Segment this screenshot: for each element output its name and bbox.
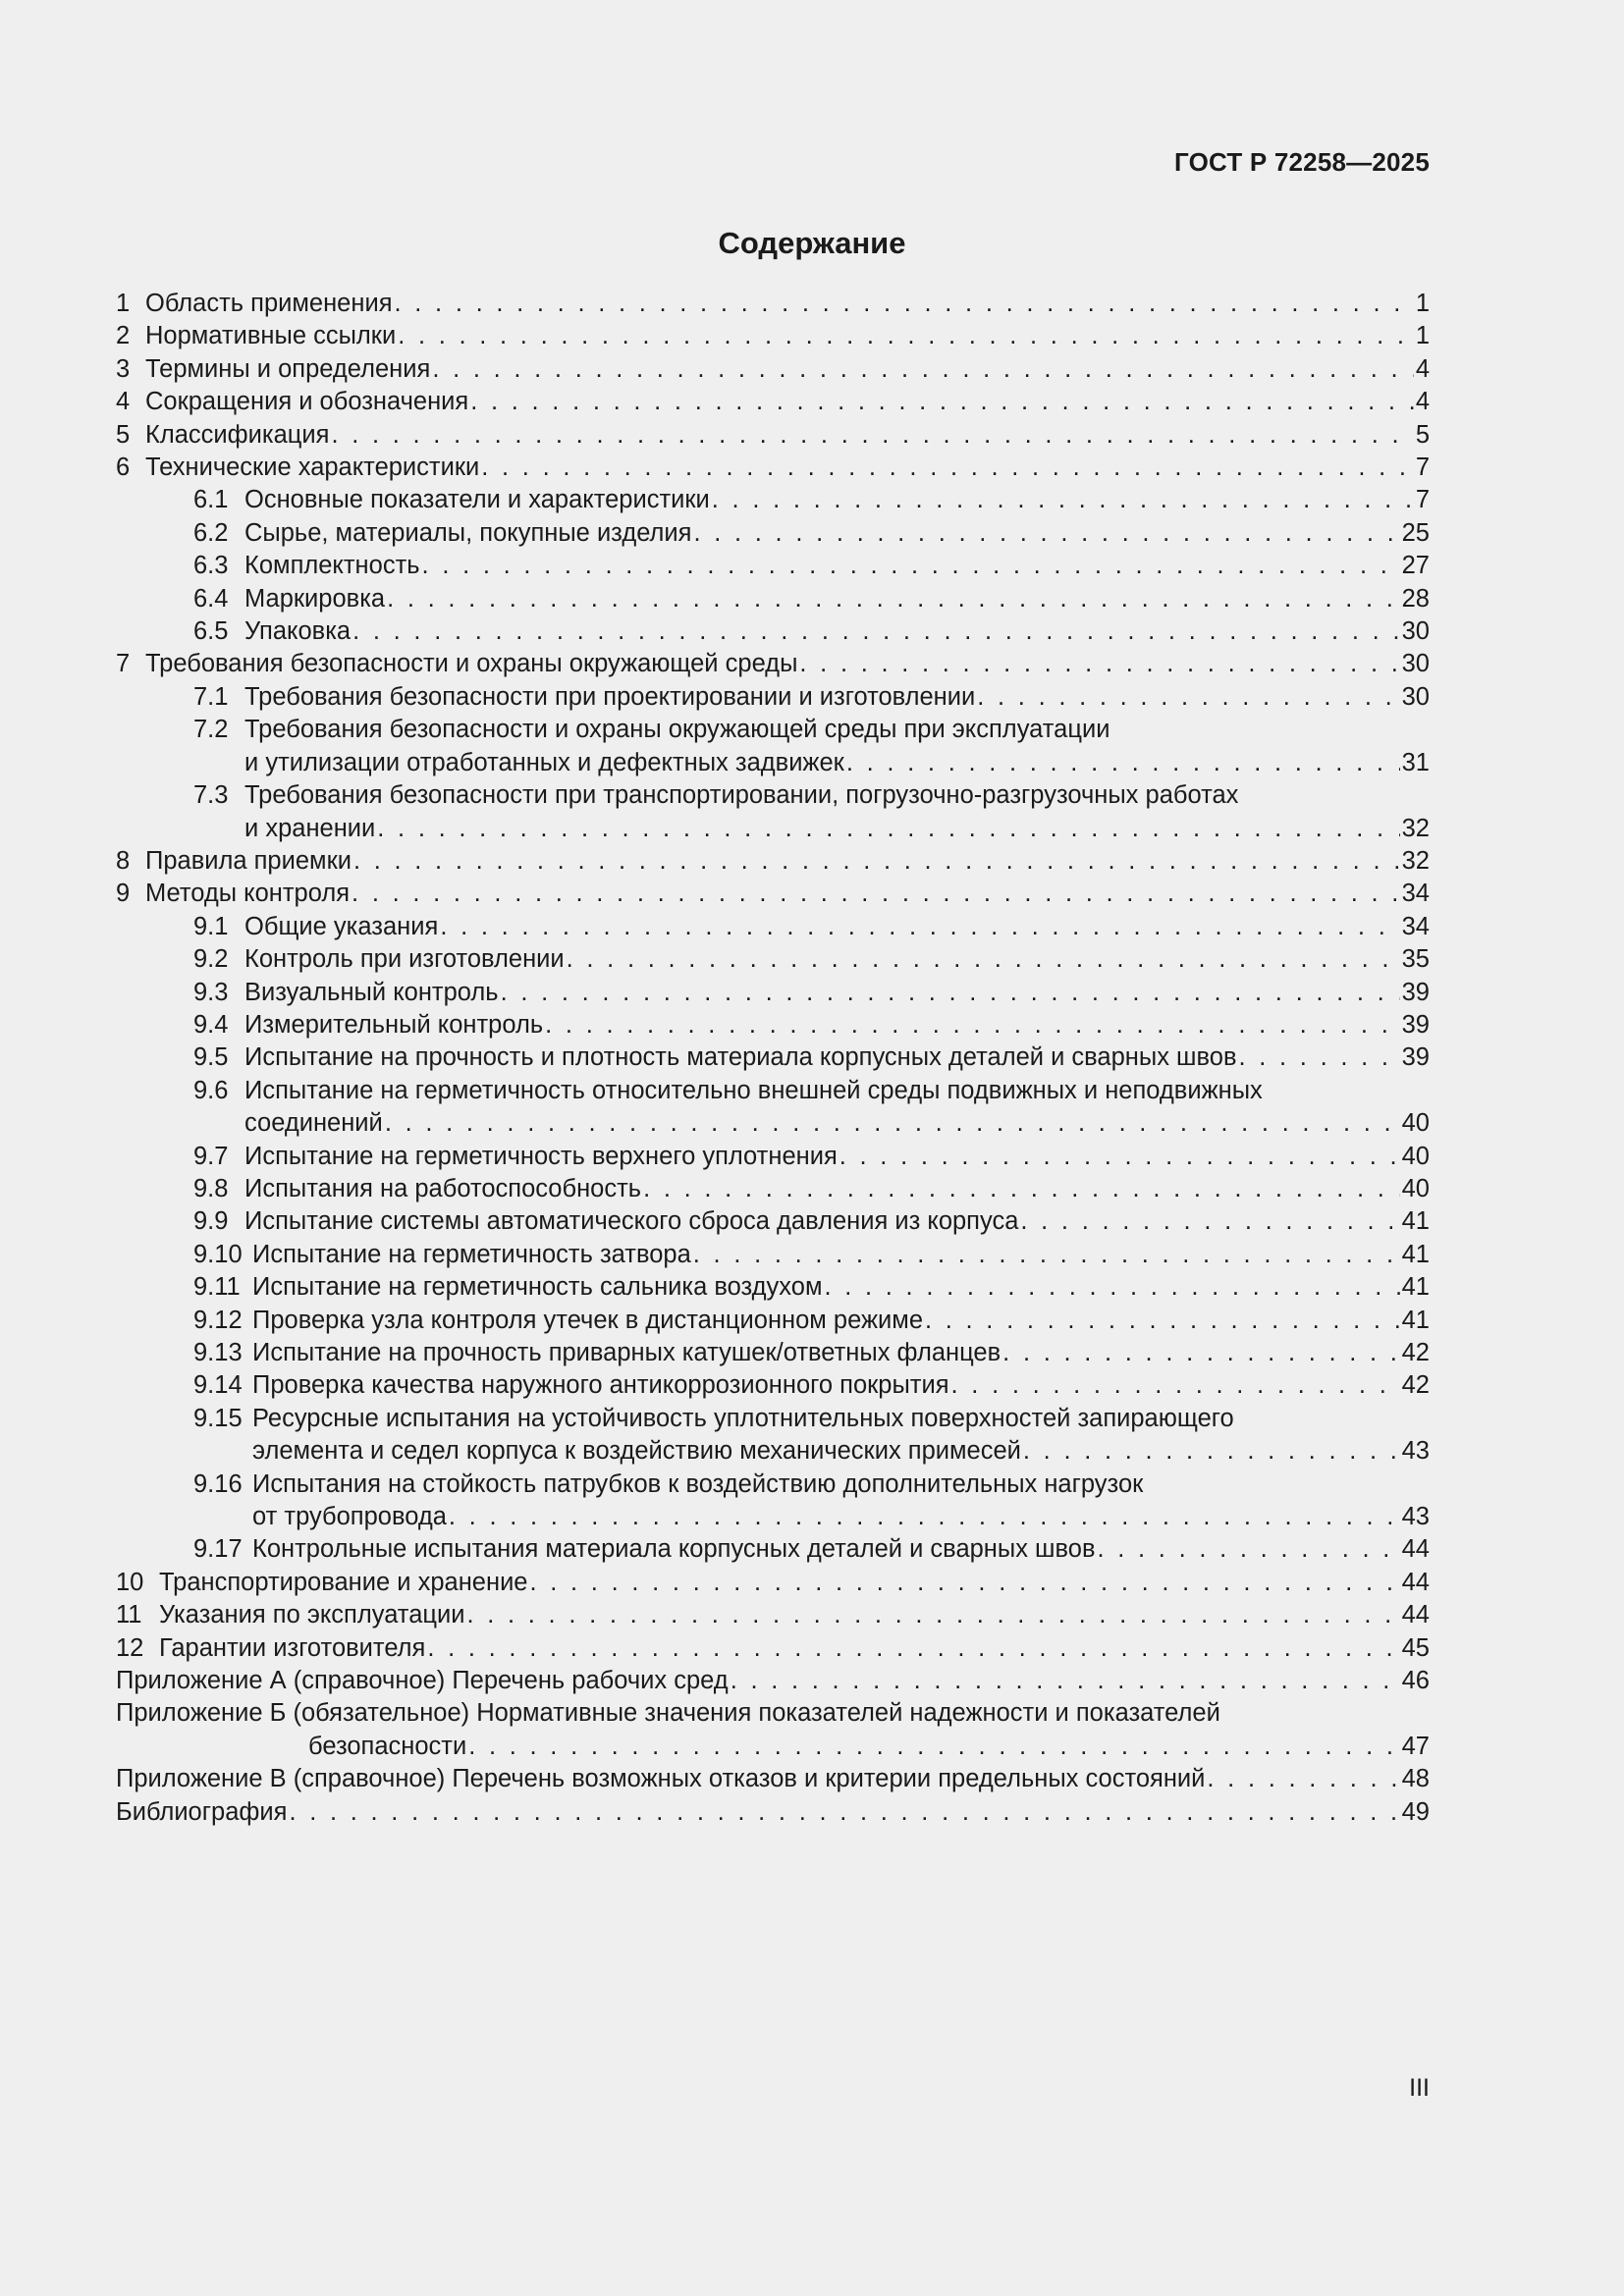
toc-entry[interactable] xyxy=(116,1632,1430,1665)
toc-entry[interactable] xyxy=(116,288,1430,320)
toc-entry[interactable] xyxy=(116,1796,1430,1829)
toc-entry-page: 25 xyxy=(1401,518,1430,547)
dot-leader xyxy=(1098,1533,1400,1566)
toc-entry-number: 9.5 xyxy=(193,1043,229,1072)
toc-entry-title: Маркировка xyxy=(244,584,386,613)
toc-entry-title: Испытание системы автоматического сброса давления из корпуса xyxy=(244,1207,1019,1236)
toc-entry-page: 34 xyxy=(1401,880,1430,908)
toc-entry-number: 6 xyxy=(116,454,131,482)
toc-entry-title: Общие указания xyxy=(244,912,439,940)
toc-entry[interactable] xyxy=(116,1009,1430,1041)
dot-leader xyxy=(846,747,1400,779)
dot-leader xyxy=(385,1107,1400,1140)
toc-entry[interactable] xyxy=(116,353,1430,386)
dot-leader xyxy=(839,1141,1400,1173)
toc-entry-number: 6.5 xyxy=(193,617,229,646)
toc-entry-title: элемента и седел корпуса к воздействию механических примесей xyxy=(252,1437,1021,1466)
toc-entry-title: Проверка узла контроля утечек в дистанционном режиме xyxy=(252,1306,923,1334)
toc-entry[interactable] xyxy=(116,484,1430,516)
toc-entry-title: Транспортирование и хранение xyxy=(159,1568,528,1596)
toc-entry-number: 6.1 xyxy=(193,486,229,514)
toc-entry[interactable] xyxy=(116,517,1430,550)
dot-leader xyxy=(331,419,1413,452)
toc-entry-title: Гарантии изготовителя xyxy=(159,1633,426,1662)
toc-entry-page: 28 xyxy=(1401,584,1430,613)
dot-leader xyxy=(824,1271,1399,1304)
dot-leader xyxy=(501,977,1400,1009)
toc-entry-page: 31 xyxy=(1401,748,1430,776)
toc-entry-page: 44 xyxy=(1401,1568,1430,1596)
toc-entry[interactable] xyxy=(116,1075,1430,1141)
toc-entry[interactable] xyxy=(116,1141,1430,1173)
toc-entry-page: 32 xyxy=(1401,846,1430,875)
toc-entry-title: Требования безопасности при проектировании и изготовлении xyxy=(244,682,976,711)
toc-entry-title: Испытание на герметичность затвора xyxy=(252,1240,691,1268)
dot-leader xyxy=(422,550,1400,582)
toc-entry-title: соединений xyxy=(244,1109,383,1138)
toc-entry-page: 45 xyxy=(1401,1633,1430,1662)
toc-entry-page: 34 xyxy=(1401,912,1430,940)
toc-entry-page: 40 xyxy=(1401,1142,1430,1170)
toc-entry-number: 9.10 xyxy=(193,1240,243,1268)
toc-entry-page: 1 xyxy=(1415,322,1430,350)
toc-entry-page: 49 xyxy=(1401,1797,1430,1826)
toc-entry-number: 9.16 xyxy=(193,1469,243,1498)
toc-entry-number: 8 xyxy=(116,846,131,875)
dot-leader xyxy=(1239,1041,1400,1074)
toc-entry-page: 44 xyxy=(1401,1601,1430,1629)
dot-leader xyxy=(398,320,1414,352)
toc-entry-title: Правила приемки xyxy=(145,846,352,875)
dot-leader xyxy=(799,648,1399,680)
toc-entry-page: 4 xyxy=(1415,388,1430,416)
dot-leader xyxy=(440,911,1399,943)
toc-entry-title: Испытание на герметичность сальника воздухом xyxy=(252,1273,823,1302)
toc-entry-page: 30 xyxy=(1401,650,1430,678)
toc-entry-number: 9.12 xyxy=(193,1306,243,1334)
toc-entry[interactable] xyxy=(116,1337,1430,1369)
toc-entry-page: 41 xyxy=(1401,1273,1430,1302)
toc-entry-title: Требования безопасности и охраны окружающей среды xyxy=(145,650,798,678)
toc-entry-number: 3 xyxy=(116,354,131,383)
toc-entry-title: Приложение А (справочное) Перечень рабочих сред xyxy=(116,1667,729,1695)
toc-entry[interactable] xyxy=(116,1403,1430,1468)
toc-entry[interactable] xyxy=(116,583,1430,615)
toc-entry[interactable] xyxy=(116,1239,1430,1271)
toc-entry-page: 42 xyxy=(1401,1371,1430,1400)
toc-entry-number: 7.1 xyxy=(193,682,229,711)
toc-entry[interactable] xyxy=(116,452,1430,484)
toc-entry-title: Библиография xyxy=(116,1797,288,1826)
toc-entry-page: 4 xyxy=(1415,354,1430,383)
toc-entry-number: 2 xyxy=(116,322,131,350)
toc-entry-title-line1: Требования безопасности при транспортировании, погрузочно-разгрузочных работах xyxy=(244,781,1239,810)
toc-entry-number: 9.7 xyxy=(193,1142,229,1170)
toc-entry[interactable] xyxy=(116,1369,1430,1402)
toc-entry-title-line1: Испытания на стойкость патрубков к воздействию дополнительных нагрузок xyxy=(252,1469,1144,1498)
toc-entry-title: Приложение В (справочное) Перечень возможных отказов и критерии предельных состояний xyxy=(116,1765,1206,1793)
toc-entry[interactable] xyxy=(116,550,1430,582)
dot-leader xyxy=(353,845,1400,878)
toc-entry-title: Классификация xyxy=(145,420,330,449)
dot-leader xyxy=(289,1796,1399,1829)
toc-entry-title: Нормативные ссылки xyxy=(145,322,397,350)
dot-leader xyxy=(427,1632,1399,1665)
toc-entry-page: 47 xyxy=(1401,1732,1430,1760)
toc-entry-number: 9.11 xyxy=(193,1273,241,1302)
toc-entry-page: 39 xyxy=(1401,1010,1430,1039)
toc-entry-number: 9.1 xyxy=(193,912,229,940)
toc-entry-title: Испытание на герметичность верхнего уплотнения xyxy=(244,1142,838,1170)
toc-entry-number: 9.17 xyxy=(193,1535,243,1564)
toc-entry[interactable] xyxy=(116,943,1430,976)
toc-entry-title: Термины и определения xyxy=(145,354,431,383)
dot-leader xyxy=(977,681,1399,714)
toc-entry-number: 5 xyxy=(116,420,131,449)
toc-entry-number: 9.8 xyxy=(193,1174,229,1202)
toc-entry[interactable] xyxy=(116,681,1430,714)
toc-entry-number: 4 xyxy=(116,388,131,416)
toc-entry-title: Испытание на прочность приварных катушек/ответных фланцев xyxy=(252,1339,1001,1366)
toc-entry[interactable] xyxy=(116,779,1430,845)
toc-entry[interactable] xyxy=(116,1697,1430,1763)
toc-entry-title: Визуальный контроль xyxy=(244,978,499,1006)
toc-entry[interactable] xyxy=(116,845,1430,878)
document-number: ГОСТ Р 72258—2025 xyxy=(1174,147,1430,177)
dot-leader xyxy=(470,386,1414,418)
toc-entry-page: 39 xyxy=(1401,978,1430,1006)
toc-entry-title: Технические характеристики xyxy=(145,454,480,482)
toc-entry-number: 7.3 xyxy=(193,781,229,810)
dot-leader xyxy=(481,452,1414,484)
dot-leader xyxy=(377,813,1399,845)
toc-entry-title: Сырье, материалы, покупные изделия xyxy=(244,518,692,547)
toc-entry[interactable] xyxy=(116,320,1430,352)
toc-entry[interactable] xyxy=(116,1041,1430,1074)
toc-entry-title: Контроль при изготовлении xyxy=(244,945,565,974)
toc-entry-number: 6.2 xyxy=(193,518,229,547)
toc-entry[interactable] xyxy=(116,878,1430,910)
toc-entry-number: 6.3 xyxy=(193,552,229,580)
toc-entry-title: Основные показатели и характеристики xyxy=(244,486,710,514)
dot-leader xyxy=(468,1731,1399,1763)
dot-leader xyxy=(1207,1763,1399,1795)
toc-entry[interactable] xyxy=(116,977,1430,1009)
toc-entry-title: Методы контроля xyxy=(145,880,351,908)
dot-leader xyxy=(432,353,1414,386)
toc-entry-number: 9.4 xyxy=(193,1010,229,1039)
toc-entry[interactable] xyxy=(116,1305,1430,1337)
toc-entry[interactable] xyxy=(116,648,1430,680)
toc-entry-title-line1: Требования безопасности и охраны окружающей среды при эксплуатации xyxy=(244,716,1110,744)
toc-entry-title: Область применения xyxy=(145,290,393,317)
dot-leader xyxy=(1020,1205,1399,1238)
toc-entry-number: 11 xyxy=(116,1601,142,1629)
toc-entry[interactable] xyxy=(116,386,1430,418)
dot-leader xyxy=(693,517,1399,550)
toc-entry-page: 1 xyxy=(1415,290,1430,317)
dot-leader xyxy=(545,1009,1399,1041)
dot-leader xyxy=(395,288,1414,320)
toc-entry-page: 41 xyxy=(1401,1306,1430,1334)
toc-entry[interactable] xyxy=(116,615,1430,648)
toc-entry-title: Контрольные испытания материала корпусных деталей и сварных швов xyxy=(252,1535,1096,1564)
toc-entry-page: 30 xyxy=(1401,682,1430,711)
toc-entry-title: Испытания на работоспособность xyxy=(244,1174,642,1202)
toc-entry-number: 6.4 xyxy=(193,584,229,613)
toc-entry-number: 9.3 xyxy=(193,978,229,1006)
toc-entry-page: 42 xyxy=(1401,1339,1430,1366)
toc-entry-page: 5 xyxy=(1415,420,1430,449)
toc-entry-page: 27 xyxy=(1401,552,1430,580)
toc-entry-title: безопасности xyxy=(308,1732,467,1760)
toc-entry-title: от трубопровода xyxy=(252,1503,447,1531)
dot-leader xyxy=(352,878,1400,910)
table-of-contents xyxy=(116,288,1430,1829)
toc-entry-title: Измерительный контроль xyxy=(244,1010,544,1039)
toc-entry-number: 9.9 xyxy=(193,1207,229,1236)
dot-leader xyxy=(352,615,1400,648)
toc-entry-title: Указания по эксплуатации xyxy=(159,1601,465,1629)
dot-leader xyxy=(387,583,1400,615)
toc-entry-number: 12 xyxy=(116,1633,144,1662)
toc-entry-page: 40 xyxy=(1401,1109,1430,1138)
toc-entry-number: 7.2 xyxy=(193,716,229,744)
toc-entry-page: 35 xyxy=(1401,945,1430,974)
dot-leader xyxy=(731,1665,1400,1697)
toc-entry[interactable] xyxy=(116,911,1430,943)
toc-entry[interactable] xyxy=(116,1205,1430,1238)
toc-entry-title: Упаковка xyxy=(244,617,352,646)
toc-entry-number: 9.6 xyxy=(193,1076,229,1104)
dot-leader xyxy=(1023,1435,1400,1468)
toc-entry[interactable] xyxy=(116,1567,1430,1599)
toc-entry-title: и хранении xyxy=(244,814,376,842)
toc-entry-title-line1: Приложение Б (обязательное) Нормативные значения показателей надежности и показателей xyxy=(116,1699,1220,1728)
toc-entry[interactable] xyxy=(116,1665,1430,1697)
toc-entry-number: 9.14 xyxy=(193,1371,243,1400)
toc-entry-page: 41 xyxy=(1401,1240,1430,1268)
toc-entry-number: 9.2 xyxy=(193,945,229,974)
toc-entry-page: 30 xyxy=(1401,617,1430,646)
toc-entry-page: 7 xyxy=(1415,454,1430,482)
dot-leader xyxy=(449,1501,1400,1533)
toc-entry-page: 7 xyxy=(1415,486,1430,514)
toc-entry-number: 9.13 xyxy=(193,1339,243,1366)
toc-entry-page: 43 xyxy=(1401,1437,1430,1466)
dot-leader xyxy=(466,1599,1399,1631)
page-title: Содержание xyxy=(718,226,906,260)
toc-entry[interactable] xyxy=(116,1173,1430,1205)
toc-entry[interactable] xyxy=(116,714,1430,779)
toc-entry[interactable] xyxy=(116,1763,1430,1795)
dot-leader xyxy=(567,943,1400,976)
toc-entry[interactable] xyxy=(116,419,1430,452)
page-number: III xyxy=(1409,2074,1430,2102)
toc-entry-page: 48 xyxy=(1401,1765,1430,1793)
toc-entry[interactable] xyxy=(116,1599,1430,1631)
toc-entry-title: Проверка качества наружного антикоррозионного покрытия xyxy=(252,1371,949,1400)
toc-entry-page: 46 xyxy=(1401,1667,1430,1695)
toc-entry-title-line1: Испытание на герметичность относительно внешней среды подвижных и неподвижных xyxy=(244,1076,1263,1104)
dot-leader xyxy=(951,1369,1400,1402)
toc-entry-page: 32 xyxy=(1401,814,1430,842)
dot-leader xyxy=(712,484,1414,516)
toc-entry-number: 7 xyxy=(116,650,131,678)
toc-entry-title: Сокращения и обозначения xyxy=(145,388,469,416)
toc-entry-page: 44 xyxy=(1401,1535,1430,1564)
toc-entry-number: 9.15 xyxy=(193,1404,243,1432)
toc-entry-page: 40 xyxy=(1401,1174,1430,1202)
toc-entry-title-line1: Ресурсные испытания на устойчивость уплотнительных поверхностей запирающего xyxy=(252,1404,1234,1432)
toc-entry-page: 41 xyxy=(1401,1207,1430,1236)
toc-entry-number: 1 xyxy=(116,290,131,317)
dot-leader xyxy=(1002,1337,1399,1369)
dot-leader xyxy=(693,1239,1400,1271)
dot-leader xyxy=(925,1305,1400,1337)
toc-entry[interactable] xyxy=(116,1271,1430,1304)
toc-entry-page: 39 xyxy=(1401,1043,1430,1072)
toc-entry[interactable] xyxy=(116,1468,1430,1534)
toc-entry-title: и утилизации отработанных и дефектных задвижек xyxy=(244,748,844,776)
toc-entry-page: 43 xyxy=(1401,1503,1430,1531)
toc-entry-number: 9 xyxy=(116,880,131,908)
dot-leader xyxy=(530,1567,1400,1599)
toc-entry-title: Комплектность xyxy=(244,552,420,580)
toc-entry[interactable] xyxy=(116,1533,1430,1566)
toc-entry-title: Испытание на прочность и плотность материала корпусных деталей и сварных швов xyxy=(244,1043,1237,1072)
toc-entry-number: 10 xyxy=(116,1568,144,1596)
dot-leader xyxy=(643,1173,1400,1205)
